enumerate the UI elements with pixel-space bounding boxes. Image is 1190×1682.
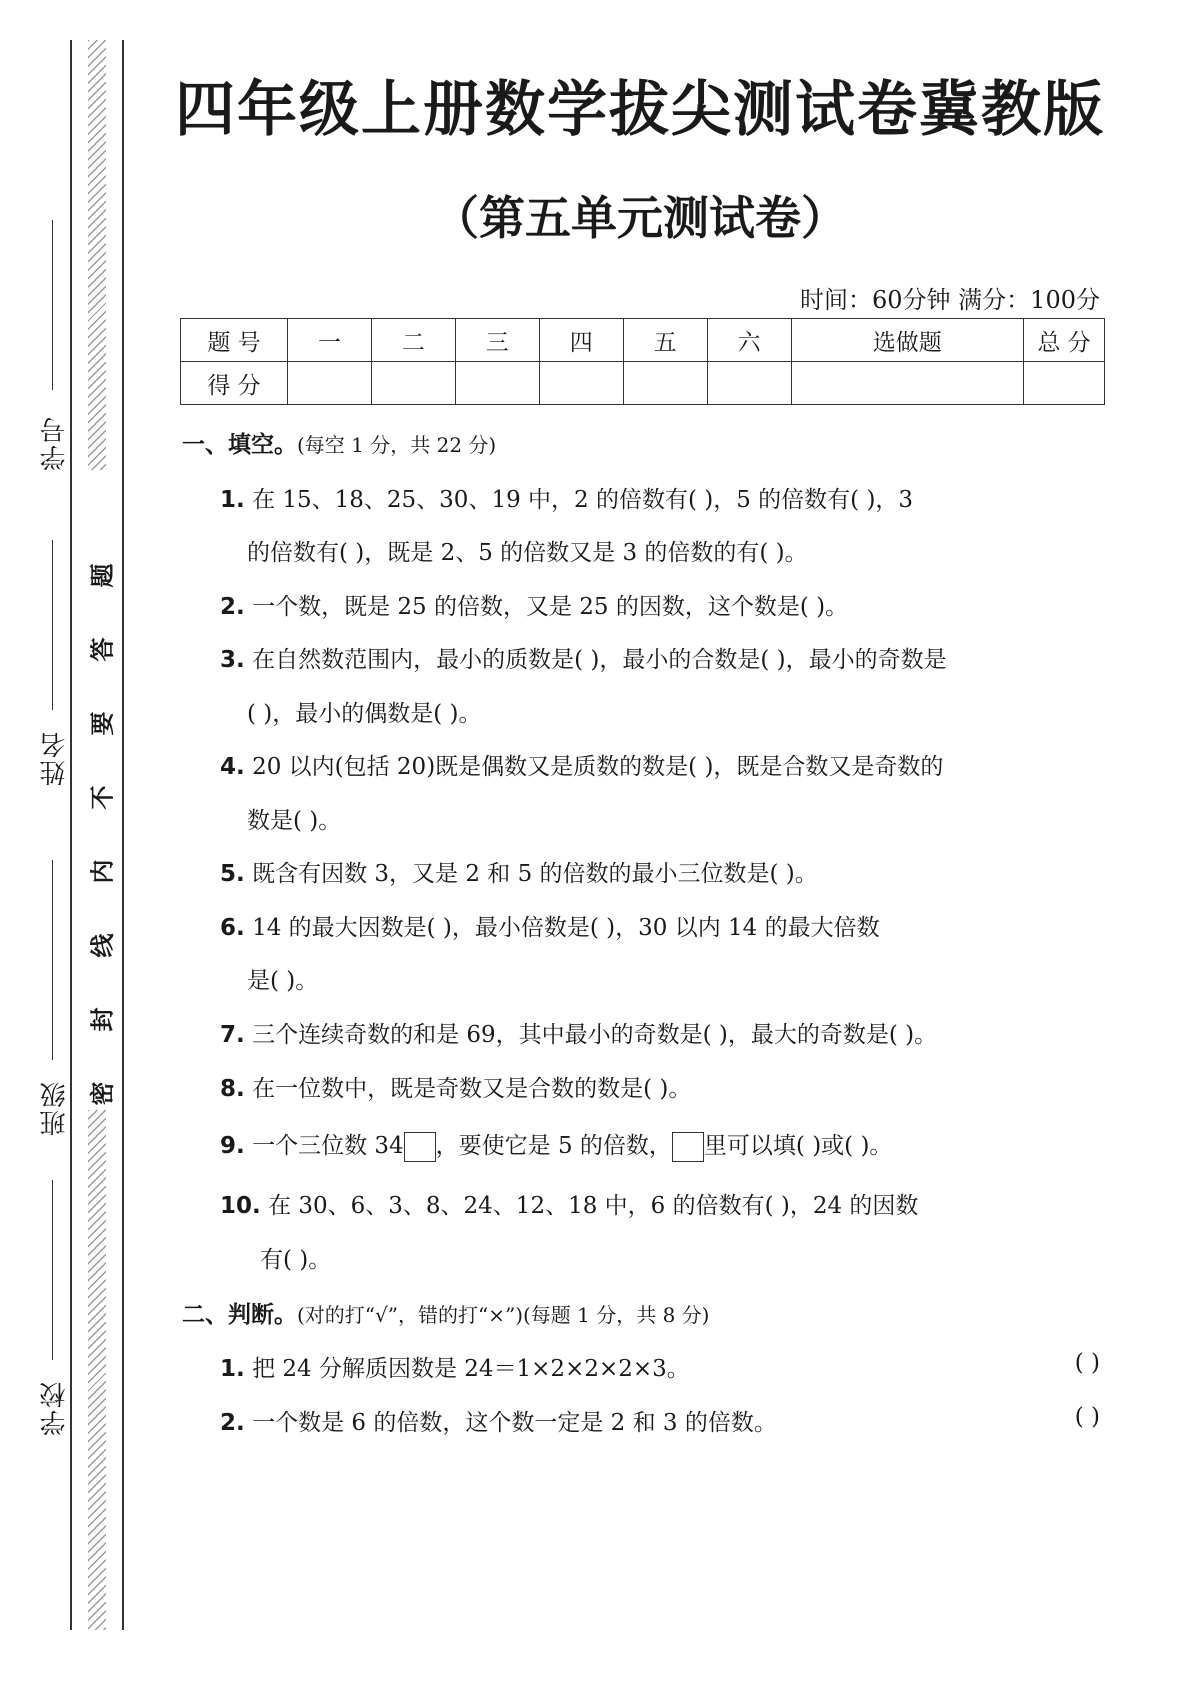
question-number: 9. (220, 1133, 245, 1159)
notice-char: 密 (83, 1080, 118, 1108)
score-entry-cell[interactable] (455, 362, 539, 405)
score-entry-cell[interactable] (288, 362, 372, 405)
question-text: ，要使它是 5 的倍数， (435, 1133, 672, 1159)
answer-paren[interactable]: ( ) (1074, 1404, 1100, 1430)
answer-paren[interactable]: ( ) (1074, 1350, 1100, 1376)
section-2-heading (182, 1296, 710, 1329)
question-4 (220, 748, 943, 781)
score-entry-cell[interactable] (623, 362, 707, 405)
table-cell: 六 (707, 319, 791, 362)
question-7 (220, 1016, 937, 1049)
score-table (180, 318, 1105, 405)
question-3 (220, 641, 947, 674)
student-id-line (52, 220, 53, 390)
question-number: 7. (220, 1022, 245, 1048)
question-9 (220, 1127, 892, 1162)
question-text: 一个数，既是 25 的倍数，又是 25 的因数，这个数是( )。 (252, 594, 849, 620)
question-text: 在一位数中，既是奇数又是合数的数是( )。 (252, 1076, 692, 1102)
school-label: 学校 (40, 1380, 70, 1436)
table-cell: 选做题 (791, 319, 1023, 362)
score-entry-cell[interactable] (1024, 362, 1105, 405)
class-line (52, 860, 53, 1060)
score-table-score-row (181, 362, 1105, 405)
question-4-line2: 数是( )。 (247, 808, 342, 834)
question-number: 2. (220, 1410, 245, 1436)
question-text: 一个三位数 34 (252, 1133, 404, 1159)
time-info: 时间：60分钟 满分：100分 (800, 286, 1100, 314)
table-cell: 题 号 (181, 319, 288, 362)
binding-line-right (122, 40, 124, 1630)
question-5 (220, 855, 818, 888)
score-entry-cell[interactable] (707, 362, 791, 405)
table-cell: 得 分 (181, 362, 288, 405)
question-6 (220, 909, 880, 942)
question-6-line2: 是( )。 (247, 968, 319, 994)
question-text: 三个连续奇数的和是 69，其中最小的奇数是( )，最大的奇数是( )。 (252, 1022, 938, 1048)
question-text: 20 以内(包括 20)既是偶数又是质数的数是( )，既是合数又是奇数的 (252, 754, 944, 780)
school-line (52, 1180, 53, 1360)
question-number: 5. (220, 861, 245, 887)
question-text: 在 15、18、25、30、19 中，2 的倍数有( )，5 的倍数有( )，3 (252, 487, 914, 513)
table-cell: 二 (371, 319, 455, 362)
table-cell: 总 分 (1024, 319, 1105, 362)
notice-char: 线 (83, 932, 118, 960)
question-2 (220, 588, 848, 621)
class-label: 班级 (40, 1080, 70, 1136)
question-text: 里可以填( )或( )。 (703, 1133, 893, 1159)
notice-char: 题 (83, 562, 118, 590)
table-cell: 四 (539, 319, 623, 362)
question-number: 4. (220, 754, 245, 780)
judge-question-2 (220, 1404, 777, 1437)
score-entry-cell[interactable] (791, 362, 1023, 405)
table-cell: 五 (623, 319, 707, 362)
question-text: 在自然数范围内，最小的质数是( )，最小的合数是( )，最小的奇数是 (252, 647, 947, 673)
notice-char: 要 (83, 710, 118, 738)
hatch-bottom (88, 1110, 106, 1630)
question-text: 既含有因数 3，又是 2 和 5 的倍数的最小三位数是( )。 (252, 861, 818, 887)
hatch-top (88, 40, 106, 470)
notice-char: 答 (83, 636, 118, 664)
score-table-header-row (181, 319, 1105, 362)
question-text: 一个数是 6 的倍数，这个数一定是 2 和 3 的倍数。 (252, 1410, 777, 1436)
section-note: (对的打“√”，错的打“×”)(每题 1 分，共 8 分) (297, 1303, 710, 1327)
question-text: 14 的最大因数是( )，最小倍数是( )，30 以内 14 的最大倍数 (252, 915, 880, 941)
page-subtitle: （第五单元测试卷） (433, 191, 847, 245)
question-text: 在 30、6、3、8、24、12、18 中，6 的倍数有( )，24 的因数 (268, 1193, 919, 1219)
page-title: 四年级上册数学拔尖测试卷冀教版 (175, 75, 1105, 145)
section-title: 一、填空。 (182, 432, 297, 458)
question-text: 把 24 分解质因数是 24＝1×2×2×2×3。 (252, 1356, 690, 1382)
question-number: 3. (220, 647, 245, 673)
table-cell: 一 (288, 319, 372, 362)
binding-margin (0, 0, 150, 1682)
digit-box[interactable] (672, 1132, 704, 1162)
question-1-line2: 的倍数有( )，既是 2、5 的倍数又是 3 的倍数的有( )。 (247, 540, 808, 566)
question-number: 2. (220, 594, 245, 620)
question-number: 8. (220, 1076, 245, 1102)
section-1-heading (182, 426, 496, 459)
name-line (52, 540, 53, 710)
score-entry-cell[interactable] (539, 362, 623, 405)
digit-box[interactable] (404, 1132, 436, 1162)
score-entry-cell[interactable] (371, 362, 455, 405)
question-number: 1. (220, 1356, 245, 1382)
question-3-line2: ( )，最小的偶数是( )。 (247, 701, 482, 727)
question-number: 6. (220, 915, 245, 941)
table-cell: 三 (455, 319, 539, 362)
notice-char: 封 (83, 1006, 118, 1034)
name-label: 姓名 (40, 730, 70, 786)
student-id-label: 学号 (40, 415, 70, 471)
question-10-line2: 有( )。 (260, 1247, 332, 1273)
question-number: 1. (220, 487, 245, 513)
judge-question-1 (220, 1350, 690, 1383)
section-title: 二、判断。 (182, 1302, 297, 1328)
notice-char: 内 (83, 858, 118, 886)
section-note: (每空 1 分，共 22 分) (297, 433, 497, 457)
question-10 (220, 1187, 918, 1220)
question-8 (220, 1070, 691, 1103)
notice-char: 不 (83, 784, 118, 812)
question-number: 10. (220, 1193, 261, 1219)
question-1 (220, 481, 913, 514)
